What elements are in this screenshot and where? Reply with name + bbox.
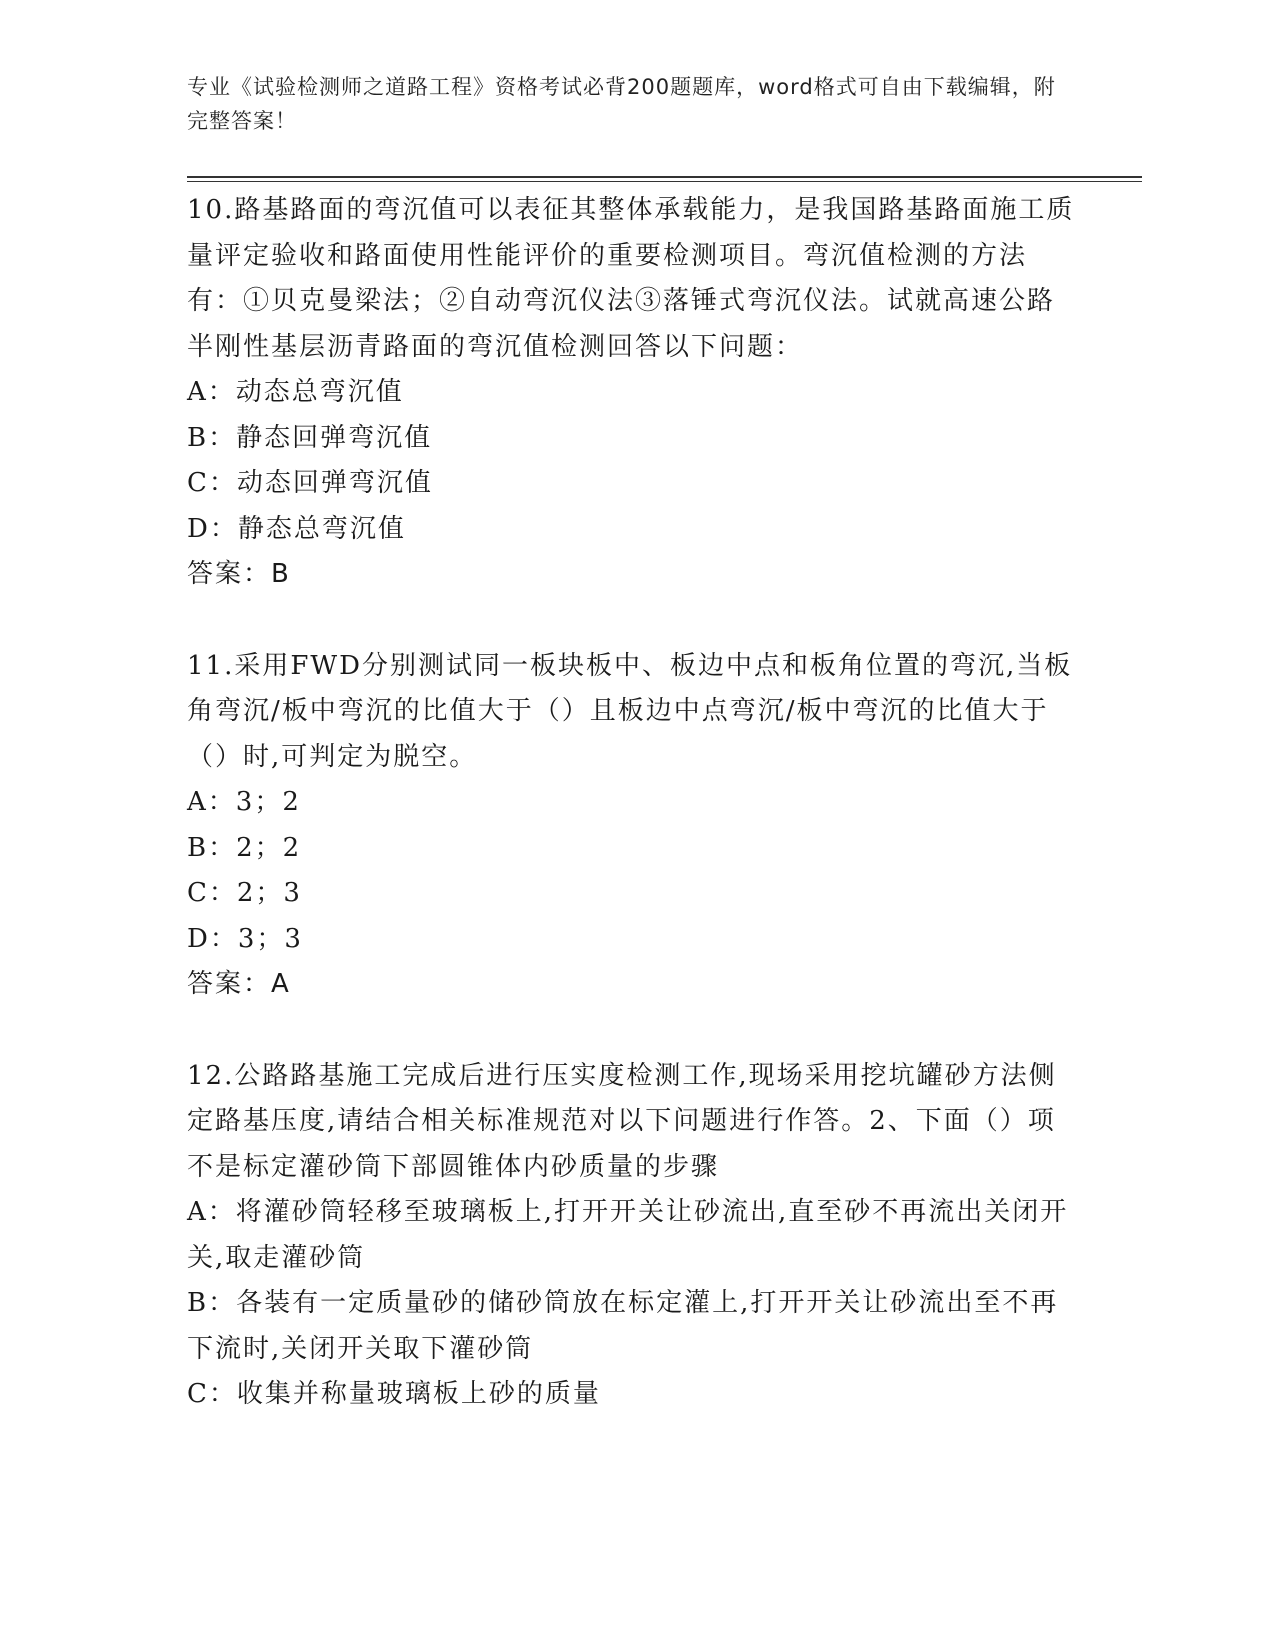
spacer [187, 598, 1077, 644]
option-a: A：将灌砂筒轻移至玻璃板上,打开开关让砂流出,直至砂不再流出关闭开关,取走灌砂筒 [187, 1197, 1069, 1273]
question-10 [187, 188, 1077, 598]
option-a: A：动态总弯沉值 [187, 377, 404, 407]
option-b: B：静态回弹弯沉值 [187, 422, 433, 453]
document-header [187, 70, 1067, 138]
question-stem: 12.公路路基施工完成后进行压实度检测工作,现场采用挖坑罐砂方法侧定路基压度,请结合相关标准规范对以下问题进行作答。2、下面（）项不是标定灌砂筒下部圆锥体内砂质量的步骤 [187, 1060, 1057, 1182]
question-stem: 11.采用FWD分别测试同一板块板中、板边中点和板角位置的弯沉,当板角弯沉/板中弯沉的比值大于（）且板边中点弯沉/板中弯沉的比值大于（）时,可判定为脱空。 [187, 650, 1073, 772]
question-stem: 10.路基路面的弯沉值可以表征其整体承载能力，是我国路基路面施工质量评定验收和路面使用性能评价的重要检测项目。弯沉值检测的方法有：①贝克曼梁法；②自动弯沉仪法③落锤式弯沉仪法。试就高速公路半刚性基层沥青路面的弯沉值检测回答以下问题： [187, 195, 1075, 362]
spacer [187, 1008, 1077, 1054]
option-d: D：3；3 [187, 923, 303, 954]
option-c: C：收集并称量玻璃板上砂的质量 [187, 1379, 601, 1409]
answer: 答案：A [187, 969, 291, 999]
option-b: B：2；2 [187, 832, 302, 863]
option-b: B：各装有一定质量砂的储砂筒放在标定灌上,打开开关让砂流出至不再下流时,关闭开关取下灌砂筒 [187, 1288, 1059, 1364]
option-c: C：2；3 [187, 878, 302, 908]
option-c: C：动态回弹弯沉值 [187, 468, 433, 498]
header-text: 专业《试验检测师之道路工程》资格考试必背200题题库，word格式可自由下载编辑，附完整答案！ [187, 75, 1056, 133]
option-d: D：静态总弯沉值 [187, 513, 406, 544]
question-11 [187, 644, 1077, 1008]
option-a: A：3；2 [187, 787, 301, 817]
question-12 [187, 1054, 1077, 1418]
answer: 答案：B [187, 559, 291, 589]
question-list [187, 188, 1077, 1418]
header-divider [187, 176, 1142, 178]
